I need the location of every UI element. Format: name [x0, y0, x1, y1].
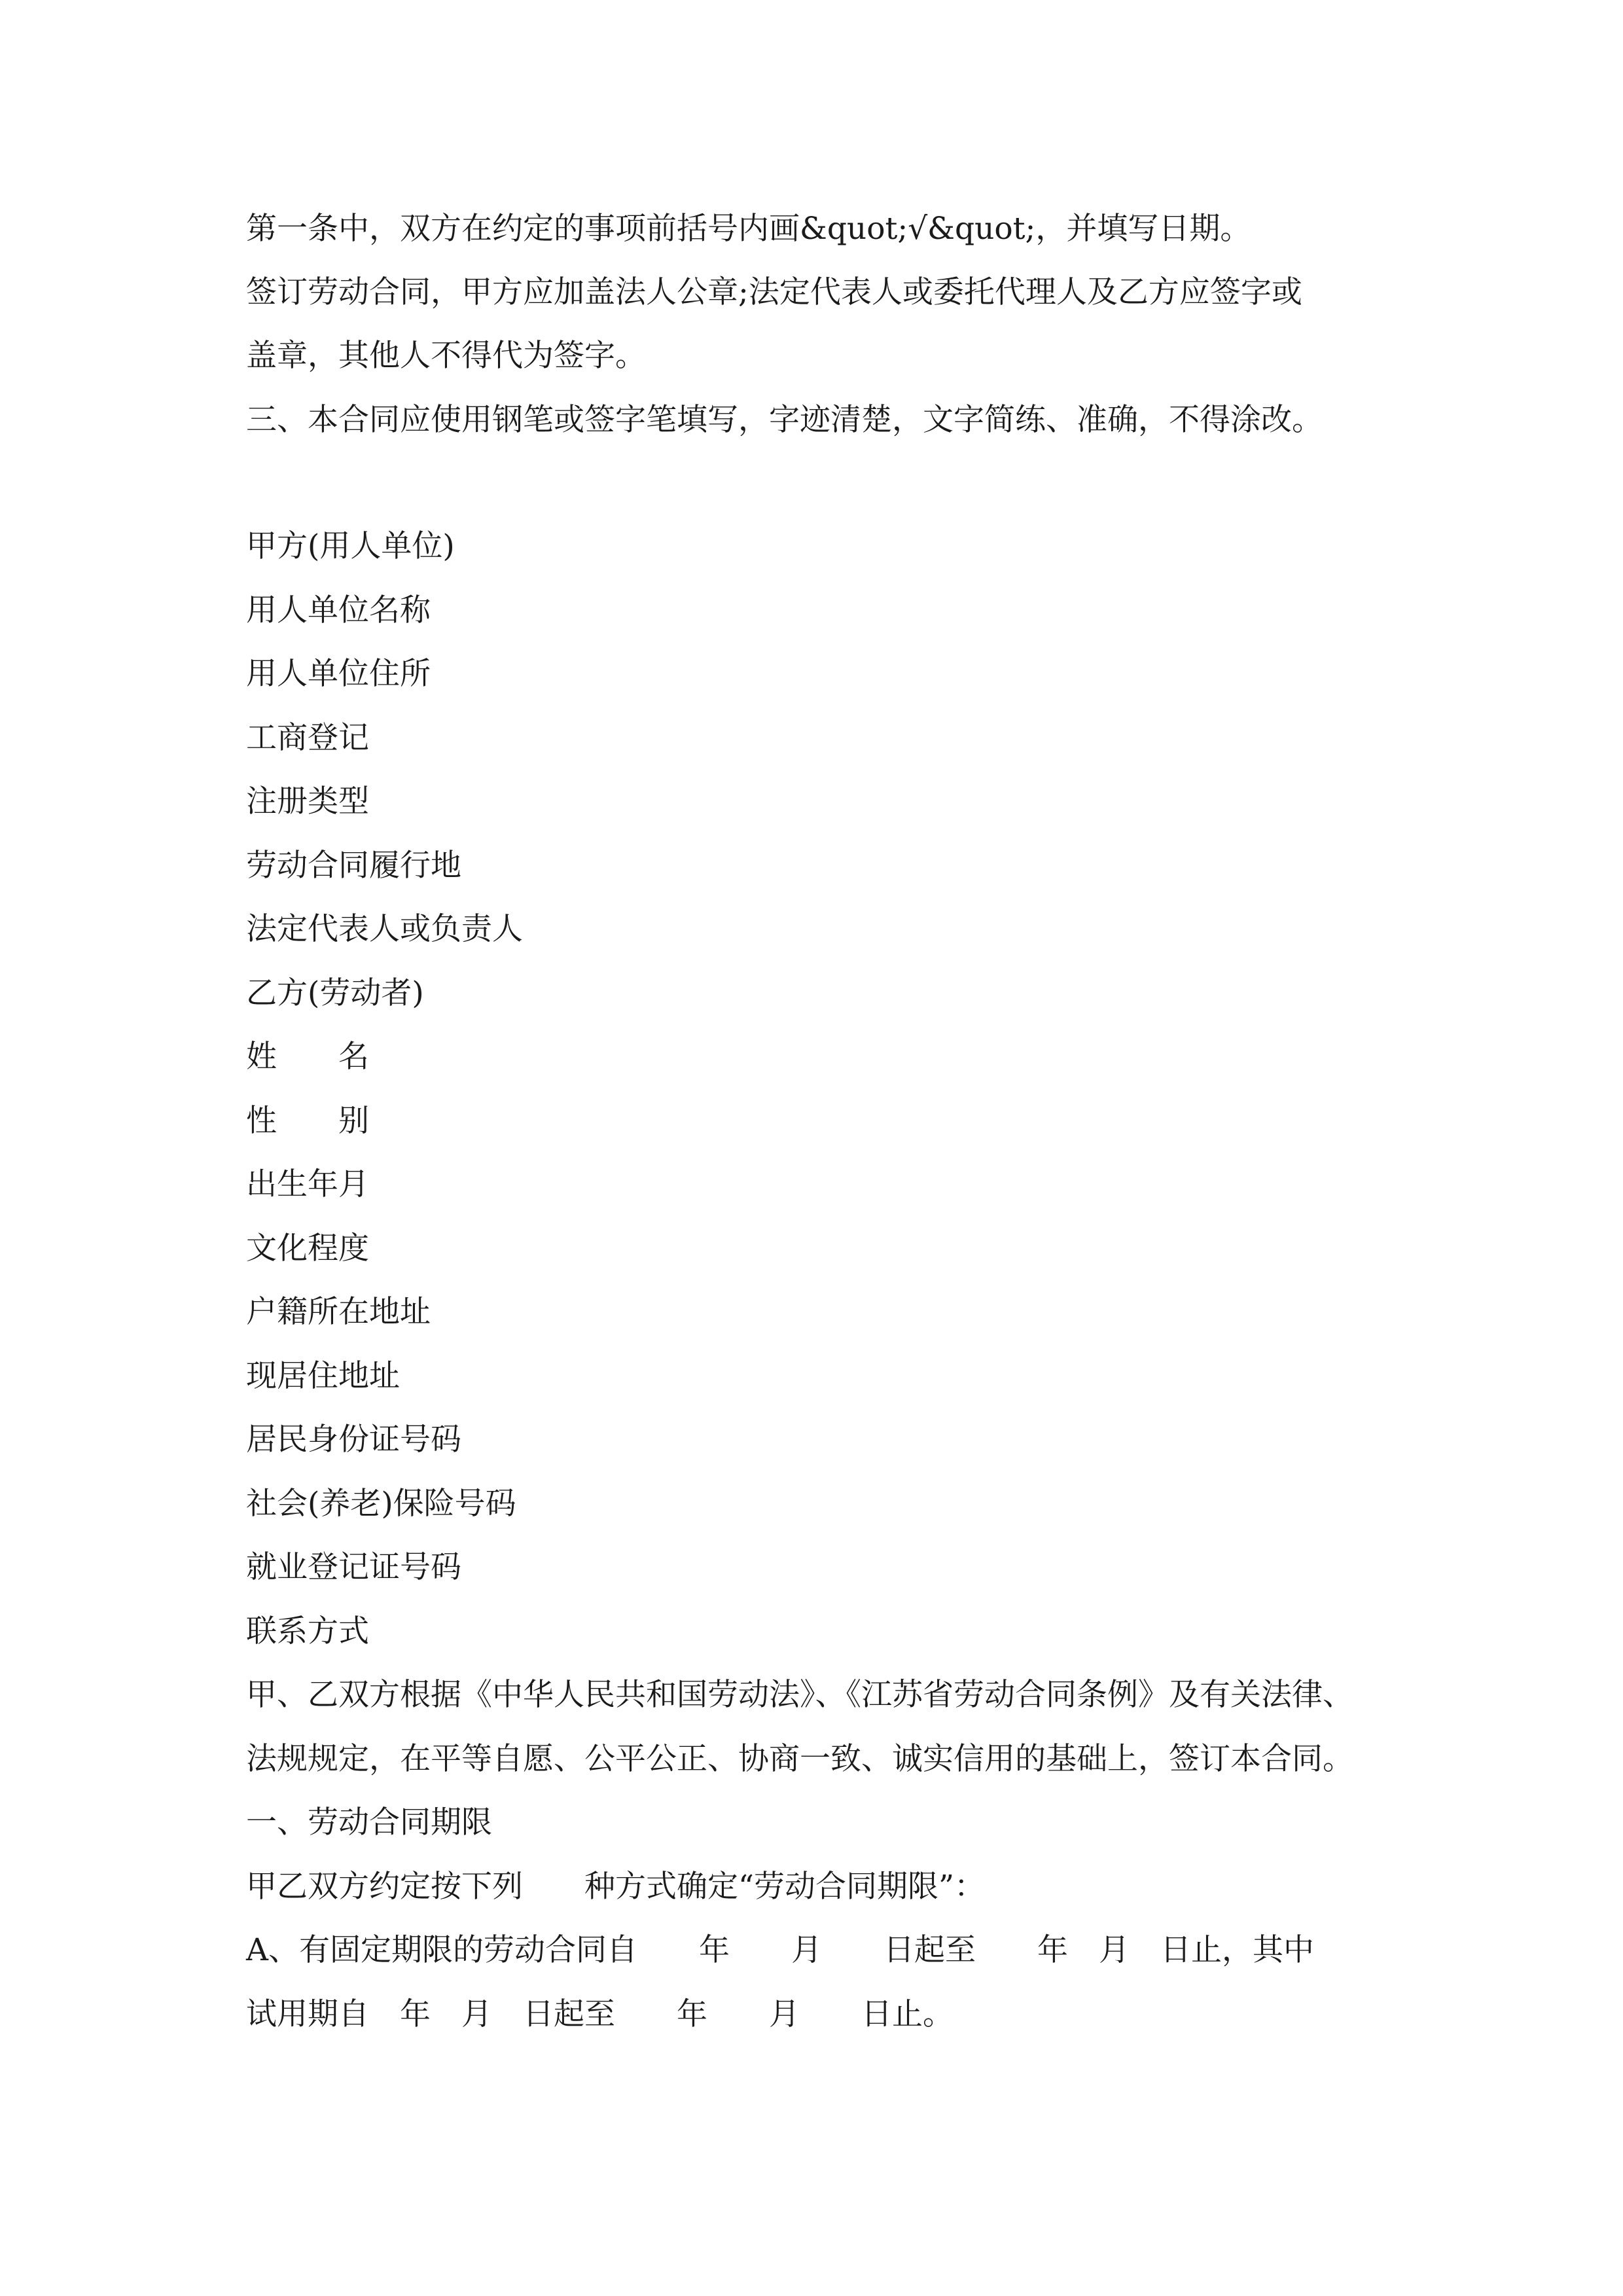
text-line: 居民身份证号码 — [246, 1422, 461, 1458]
text-line: 三、本合同应使用钢笔或签字笔填写，字迹清楚，文字简练、准确，不得涂改。 — [246, 402, 1323, 438]
text-line: 甲方(用人单位) — [246, 528, 455, 564]
text-line: 试用期自 年 月 日起至 年 月 日止。 — [246, 1996, 954, 2032]
text-line: 户籍所在地址 — [246, 1294, 431, 1330]
text-line: 法规规定，在平等自愿、公平公正、协商一致、诚实信用的基础上，签订本合同。 — [246, 1741, 1353, 1777]
text-line: 用人单位名称 — [246, 592, 431, 628]
text-line: 一、劳动合同期限 — [246, 1804, 492, 1840]
text-line: 就业登记证号码 — [246, 1549, 461, 1585]
text-line: 法定代表人或负责人 — [246, 911, 523, 947]
text-line: 甲乙双方约定按下列 种方式确定“劳动合同期限”： — [246, 1869, 986, 1905]
text-line: 性 别 — [246, 1103, 369, 1139]
text-line: 现居住地址 — [246, 1358, 400, 1394]
text-line: 甲、乙双方根据《中华人民共和国劳动法》、《江苏省劳动合同条例》及有关法律、 — [246, 1677, 1353, 1713]
text-line: 出生年月 — [246, 1166, 369, 1202]
text-line: 劳动合同履行地 — [246, 848, 461, 884]
text-line: 乙方(劳动者) — [246, 975, 424, 1011]
text-line: 文化程度 — [246, 1230, 369, 1266]
text-line: 联系方式 — [246, 1613, 369, 1649]
text-line: 用人单位住所 — [246, 656, 431, 692]
text-line: 工商登记 — [246, 720, 369, 756]
text-line: 注册类型 — [246, 783, 369, 819]
text-line: 盖章，其他人不得代为签字。 — [246, 338, 646, 374]
text-line: 签订劳动合同，甲方应加盖法人公章;法定代表人或委托代理人及乙方应签字或 — [246, 274, 1302, 310]
text-line: 第一条中，双方在约定的事项前括号内画&quot;√&quot;，并填写日期。 — [246, 211, 1251, 247]
text-line: 姓 名 — [246, 1039, 369, 1075]
text-line: 社会(养老)保险号码 — [246, 1486, 516, 1522]
text-line: A、有固定期限的劳动合同自 年 月 日起至 年 月 日止，其中 — [246, 1932, 1314, 1968]
